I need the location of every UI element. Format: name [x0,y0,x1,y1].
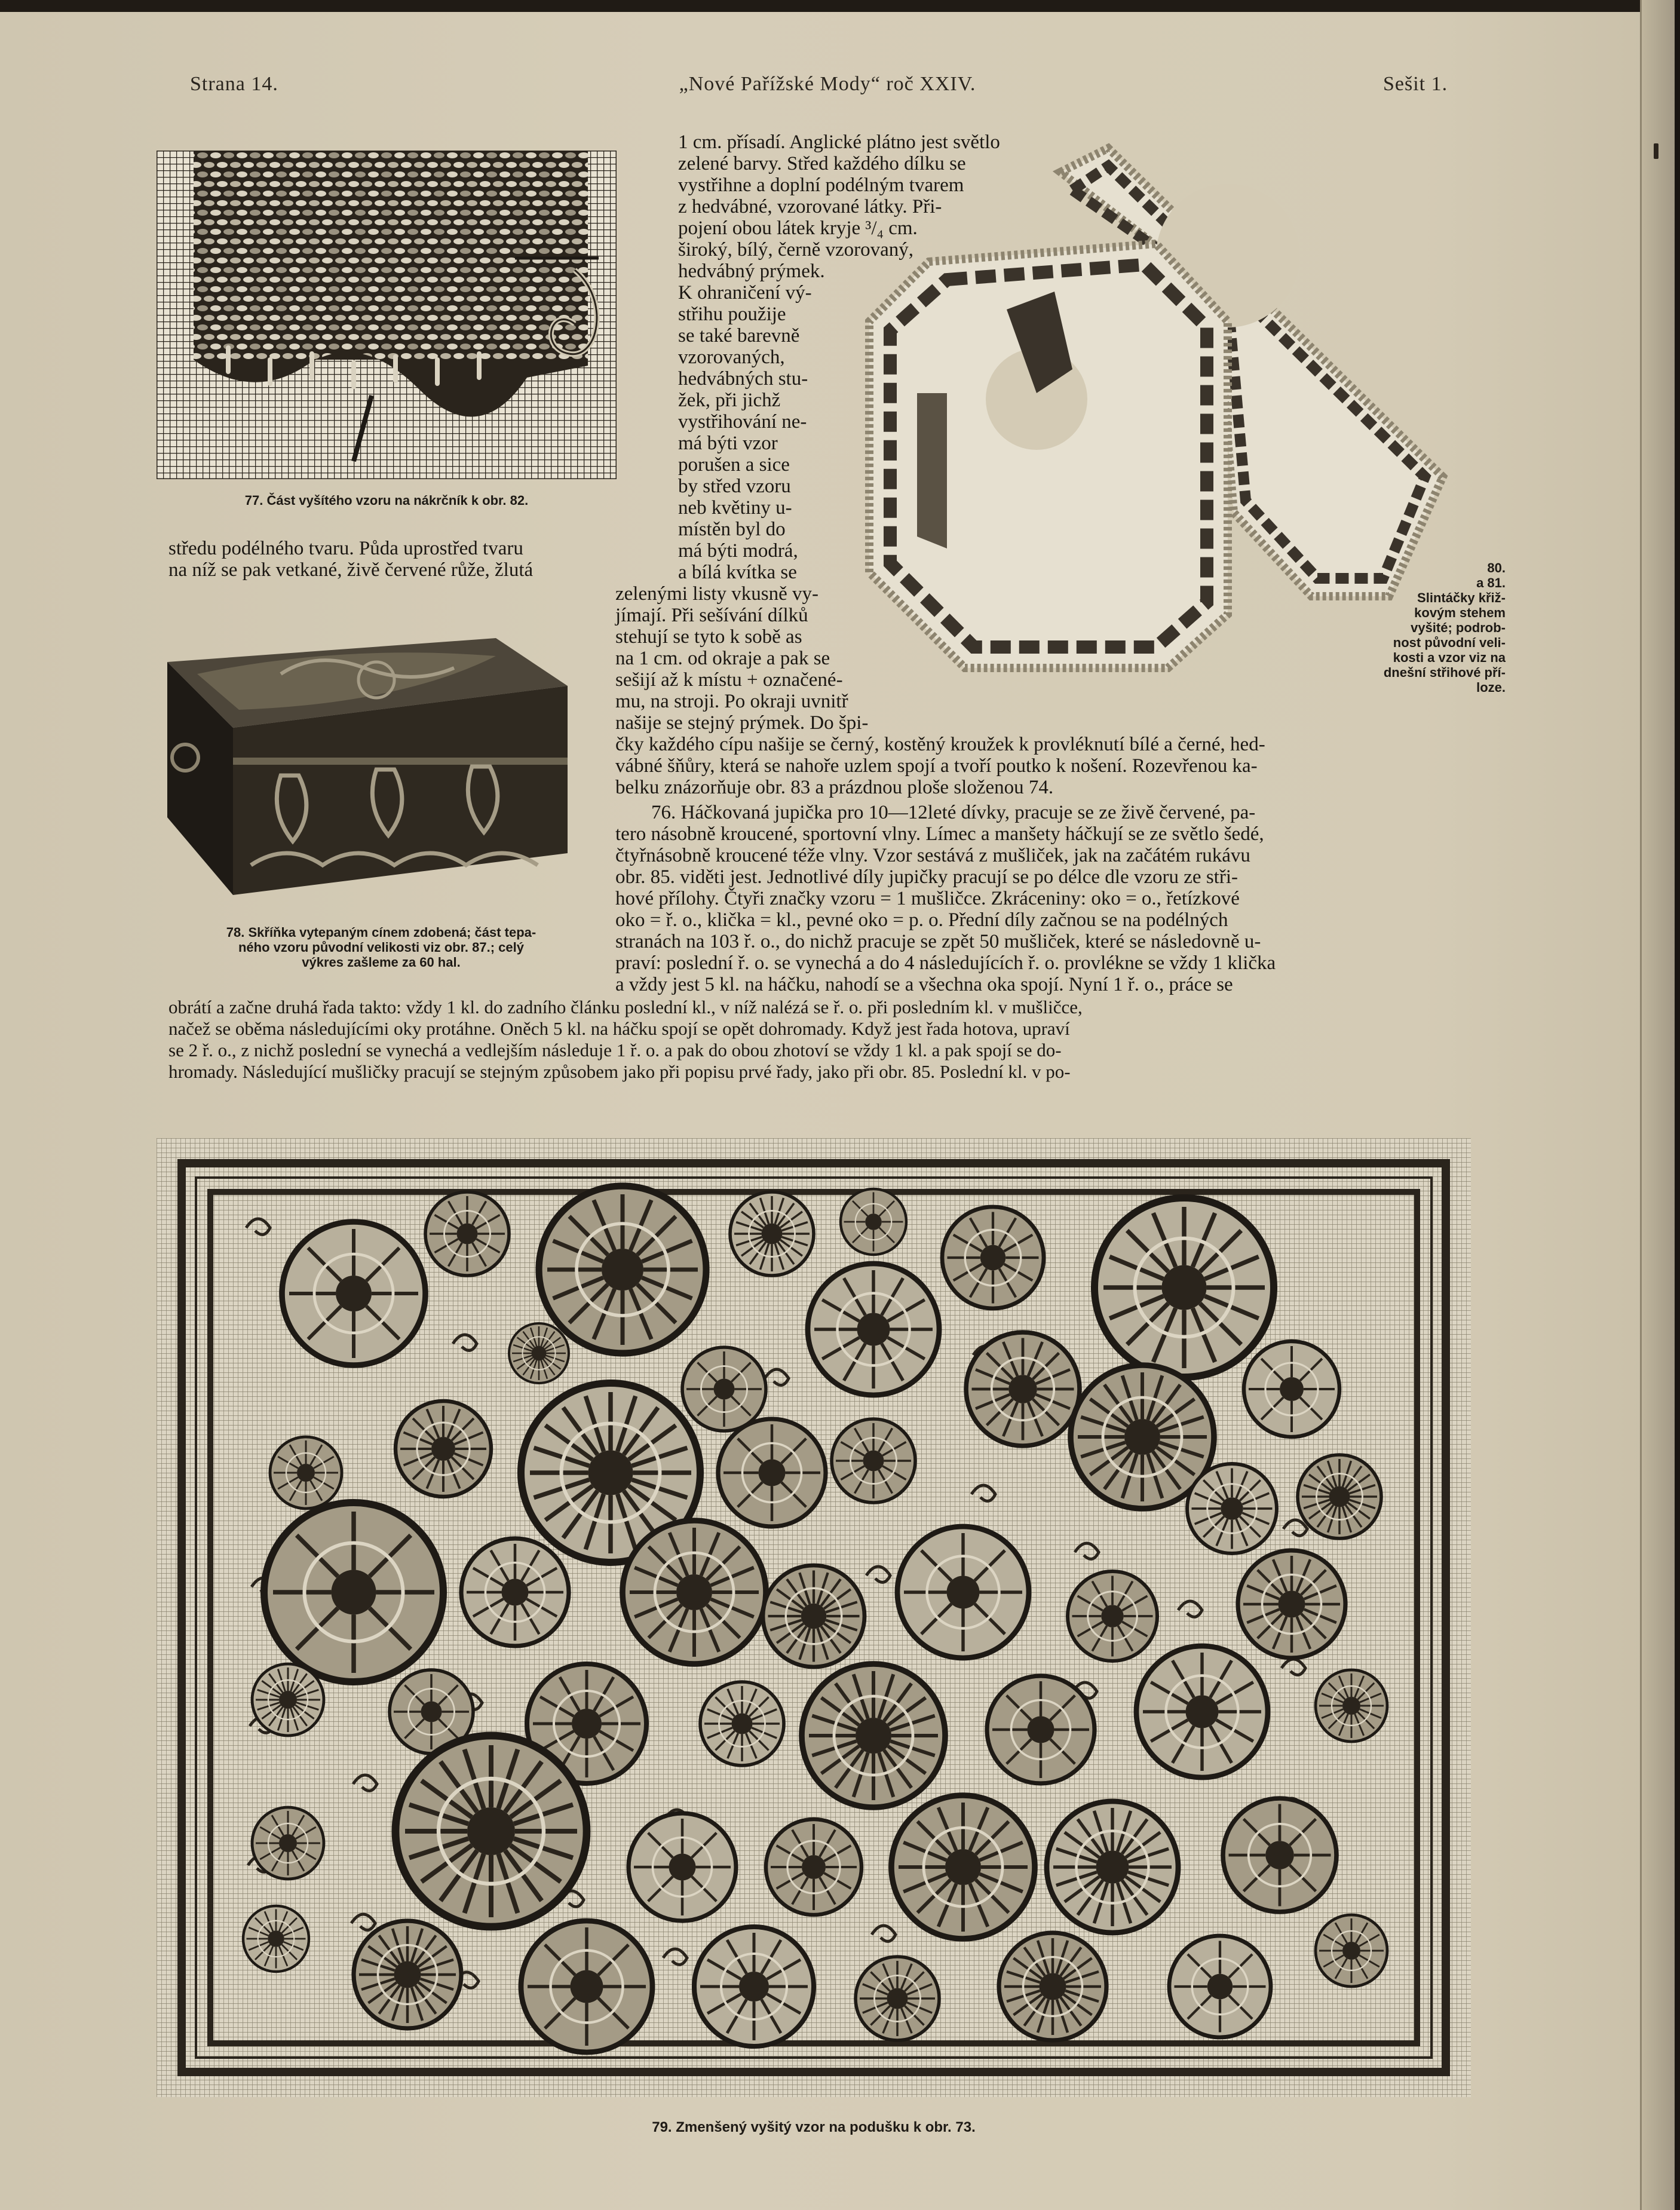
magazine-title: „Nové Pařížské Mody“ roč XXIV. [679,73,976,95]
text-bottom-block: obrátí a začne druhá řada takto: vždy 1 kl. do zadního článku poslední kl., v níž nalézá se ř. o. při posledním kl. v mušličce, načež se oběma následujícími oky protáhne. Oněch 5 kl. na háčku spojí se opět dohromady. Když jest řada hotova, upraví se 2 ř. o., z nichž poslední se vynechá a vedlejším následuje 1 ř. o. a pak do obou zhotoví se vždy 1 kl. a pak spojí se do- hromady. Následující mušličky pracují se stejným způsobem jako při popisu prvé řady, jako při obr. 85. Poslední kl. v po- [168,997,1083,1082]
cushion-rosette [1244,1341,1339,1437]
cushion-rosette [623,1521,766,1664]
cushion-rosette [425,1192,509,1276]
cushion-rosette [897,1527,1029,1658]
spine-mark [1654,143,1658,159]
cushion-rosette [987,1676,1095,1783]
figure-79-caption: 79. Zmenšený vyšitý vzor na podušku k obr. 73. [652,2119,976,2135]
cushion-rosette [270,1437,342,1509]
cushion-rosette [718,1419,826,1527]
cushion-rosette [700,1682,784,1765]
cushion-rosette [396,1401,491,1497]
cushion-rosette [1187,1464,1277,1553]
cushion-rosette [832,1419,915,1503]
text-right-line-2: a bílá kvítka se [678,562,797,583]
cushion-rosette [1047,1801,1178,1933]
figure-78-caption: 78. Skříňka vytepaným cínem zdobená; část tepa- ného vzoru původní velikosti viz obr. 87.; celý výkres zašleme za 60 hal. [226,925,537,970]
issue-number: Sešit 1. [1383,73,1448,95]
cushion-rosette [461,1538,569,1646]
cushion-rosette [396,1736,587,1927]
page-number: Strana 14. [190,73,278,95]
figure-80-81-caption: 80. a 81. Slintáčky křiž- kovým stehem vyšité; podrob- nost původní veli- kosti a vzor viz na dnešní střihové pří- loze. [1383,560,1506,695]
cushion-rosette [856,1957,939,2040]
cushion-rosette [629,1813,736,1921]
text-right-line-1: má býti modrá, [678,540,798,562]
figure-77-embroidery [157,151,617,479]
figure-78-box [161,638,574,907]
cushion-rosette [1095,1198,1274,1377]
cushion-rosette [252,1664,324,1736]
cushion-rosette [766,1819,862,1915]
cushion-rosette [841,1189,906,1255]
figure-79-cushion [157,1138,1471,2097]
cushion-rosette [1136,1646,1268,1777]
figure-77-caption: 77. Část vyšítého vzoru na nákrčník k obr. 82. [244,493,529,508]
text-right-column: 1 cm. přísadí. Anglické plátno jest světlo zelené barvy. Střed každého dílku se vystřihne a doplní podélným tvarem z hedvábné, vzorované látky. Při- pojení obou látek kryje ³/₄ cm. široký, bílý, černě vzorovaný, hedvábný prýmek. K ohraničení vý- střihu použije se také barevně vzorovaných, hedvábných stu- žek, při jichž vystřihování ne- má býti vzor porušen a sice by střed vzoru neb květiny u- místěn byl do [678,131,1000,540]
text-mid-column: zelenými listy vkusně vy- jímají. Při sešívání dílků stehují se tyto k sobě as na 1 cm. od okraje a pak se sešijí až k místu + označené- mu, na stroji. Po okraji uvnitř našije se stejný prýmek. Do špi- [615,583,869,734]
cushion-rosette [808,1264,939,1395]
cushion-rosette [509,1323,569,1383]
cushion-rosette [1223,1798,1336,1912]
cushion-rosette [1316,1915,1387,1987]
cushion-rosette [763,1565,864,1667]
cushion-rosette [354,1921,461,2028]
cushion-rosette [539,1186,706,1353]
cushion-rosette [682,1347,766,1431]
cushion-rosette [891,1795,1035,1939]
cushion-rosette [966,1332,1080,1446]
text-bibs-end: čky každého cípu našije se černý, kostěný kroužek k provléknutí bílé a černé, hed- vábné šňůry, která se nahoře uzlem spojí a tvoří poutko k nošení. Rozevřenou ka- belku znázorňuje obr. 83 a prázdnou ploše složenou 74. [615,734,1265,798]
cushion-rosette [730,1192,814,1276]
cushion-rosette [694,1927,814,2046]
cushion-rosette [1298,1455,1381,1538]
cushion-rosette [1316,1670,1387,1742]
cushion-rosette [521,1921,652,2052]
paragraph-76: 76. Háčkovaná jupička pro 10—12leté dívky, pracuje se ze živě červené, pa- tero násobně kroucené, sportovní vlny. Límec a manšety háčkují se ze světlo šedé, čtyřnásobně kroucené téže vlny. Vzor sestává z mušliček, jak na začátém rukávu obr. 85. viděti jest. Jednotlivé díly jupičky pracují se po délce dle vzoru ze stři- hové přílohy. Čtyři značky vzoru = 1 mušličce. Zkráceniny: oko = o., řetízkové oko = ř. o., klička = kl., pevné oko = p. o. Přední díly začnou se na podélných stranách na 103 ř. o., do nichž pracuje se zpět 50 mušliček, které se následovně u- praví: poslední ř. o. se vynechá a do 4 následujících ř. o. provlékne se vždy 1 klička a vždy jest 5 kl. na háčku, nahodí se a všechna oka spojí. Nyní 1 ř. o., práce se [615,802,1276,995]
cushion-rosette [264,1503,443,1682]
book-spine [1640,0,1675,2210]
cushion-rosette [282,1222,425,1365]
cushion-rosette [802,1664,945,1807]
cushion-rosette [252,1807,324,1879]
cushion-rosette [999,1933,1106,2040]
cushion-rosette [942,1207,1044,1308]
cushion-rosette [243,1906,309,1972]
cushion-rosette [1238,1550,1345,1658]
text-left-line-2: na níž se pak vetkané, živě červené růže, žlutá [168,559,534,581]
text-left-line-1: středu podélného tvaru. Půda uprostřed tvaru [168,538,523,559]
cushion-rosette [1068,1571,1157,1661]
cushion-rosette [1169,1936,1271,2037]
